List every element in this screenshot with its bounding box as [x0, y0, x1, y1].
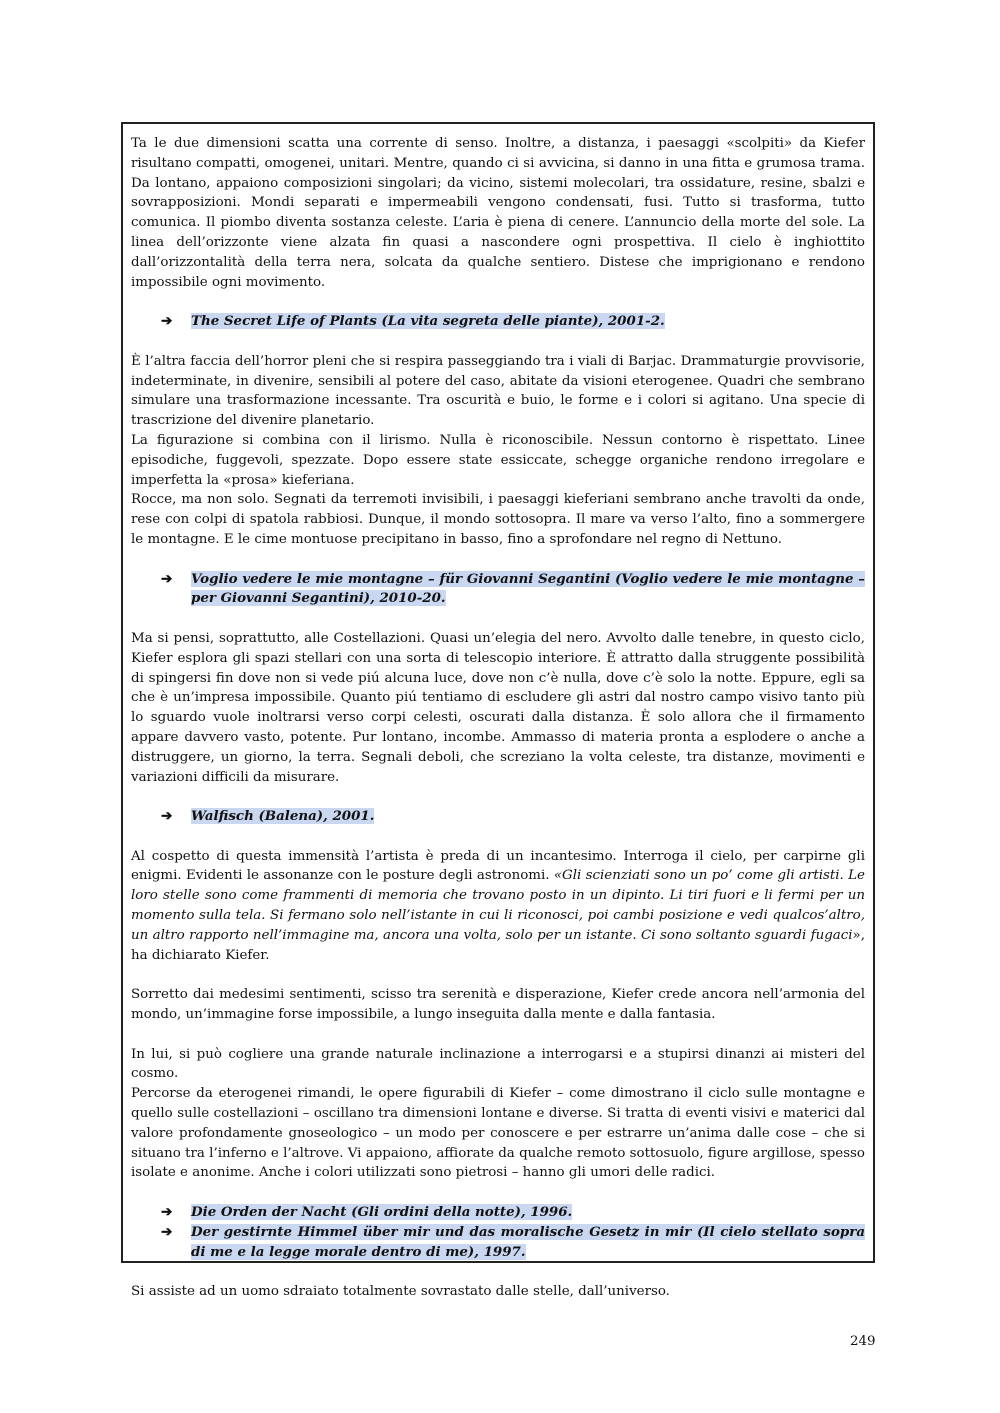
paragraph: Sorretto dai medesimi sentimenti, scisso tra serenità e disperazione, Kiefer crede ancora nell’armonia del mondo, un’immagine forse impossibile, a lungo inseguita dalla mente e dalla fantasia. [131, 987, 865, 1023]
artwork-title: Die Orden der Nacht (Gli ordini della notte), 1996. [191, 1204, 573, 1221]
arrow-icon: ➔ [161, 808, 173, 825]
paragraph: Ma si pensi, soprattutto, alle Costellazioni. Quasi un’elegia del nero. Avvolto dalle tenebre, in questo ciclo, Kiefer esplora gli spazi stellari con una sorta di telescopio interiore. È attratto dalla struggente possibilità di spingersi fin dove non si vede piú alcuna luce, dove non c’è nulla, dove c’è solo la notte. Eppure, egli sa che è un’impresa impossibile. Quanto piú tentiamo di escludere gli astri dal nostro campo visivo tanto più lo sguardo vuole inoltrarsi verso corpi celesti, oscurati dalla distanza. È solo allora che il firmamento appare davvero vasto, potente. Pur lontano, incombe. Ammasso di materia pronta a esplodere o anche a distruggere, un giorno, la terra. Segnali deboli, che screziano la volta celeste, tra distanze, movimenti e variazioni difficili da misurare. [131, 630, 865, 785]
artwork-title: Der gestirnte Himmel über mir und das moralische Gesetz in mir (Il cielo stellato sopra di me e la legge morale dentro di me), 1997. [191, 1223, 865, 1260]
paragraph-text: Al cospetto di questa immensità l’artista è preda di un incantesimo. Interroga il cielo, per carpirne gli enigmi. Evidenti le assonanze con le posture degli astronomi. [131, 848, 865, 884]
artwork-item [131, 1203, 865, 1223]
paragraph: È l’altra faccia dell’horror pleni che si respira passeggiando tra i viali di Barjac. Drammaturgie provvisorie, indeterminate, in divenire, sensibili al potere del caso, abitate da visioni eterogenee. Quadri che sembrano simulare una trasformazione incessante. Tra oscurità e buio, le forme e i colori si agitano. Una specie di trascrizione del divenire planetario. [131, 353, 865, 429]
kiefer-quote: «Gli scienziati sono un po’ come gli artisti. Le loro stelle sono come frammenti di memoria che trovano posto in un dipinto. Li tiri fuori e li fermi per un momento sulla tela. Si fermano solo nell’istante in cui li riconosci, poi cambi posizione e vedi qualcos’altro, un altro rapporto nell’immagine ma, ancora una volta, solo per un istante. Ci sono soltanto sguardi fugaci [131, 868, 865, 943]
paragraph: Si assiste ad un uomo sdraiato totalmente sovrastato dalle stelle, dall’universo. [131, 1284, 670, 1300]
paragraph: Ta le due dimensioni scatta una corrente di senso. Inoltre, a distanza, i paesaggi «scolpiti» da Kiefer risultano compatti, omogenei, unitari. Mentre, quando ci si avvicina, si danno in una fitta e grumosa trama. Da lontano, appaiono composizioni singolari; da vicino, sistemi molecolari, tra ossidature, resine, sbalzi e sovrapposizioni. Mondi separati e impermeabili vengono condensati, fusi. Tutto si trasforma, tutto comunica. Il piombo diventa sostanza celeste. L’aria è piena di cenere. L’annuncio della morte del sole. La linea dell’orizzonte viene alzata fin quasi a nascondere ogni prospettiva. Il cielo è inghiottito dall’orizzontalità della terra nera, solcata da qualche sentiero. Distese che imprigionano e rendono impossibile ogni movimento. [131, 136, 865, 290]
arrow-icon: ➔ [161, 570, 173, 587]
artwork-title: Voglio vedere le mie montagne – für Giovanni Segantini (Voglio vedere le mie montagne – per Giovanni Segantini), 2010-20. [191, 570, 865, 607]
paragraph: La figurazione si combina con il lirismo. Nulla è riconoscibile. Nessun contorno è rispettato. Linee episodiche, fuggevoli, spezzate. Dopo essere state essiccate, schegge organiche rendono irregolare e imperfetta la «prosa» kieferiana. [131, 432, 865, 488]
artwork-item [131, 807, 865, 827]
paragraph-text: », ha dichiarato Kiefer. [131, 927, 865, 963]
arrow-icon: ➔ [161, 313, 173, 330]
paragraph [131, 847, 865, 966]
arrow-icon: ➔ [161, 1204, 173, 1221]
artwork-title: Walfisch (Balena), 2001. [191, 808, 375, 825]
artwork-title: The Secret Life of Plants (La vita segreta delle piante), 2001-2. [191, 313, 665, 330]
text-box [121, 122, 875, 1300]
page-number: 249 [850, 1334, 876, 1349]
paragraph: In lui, si può cogliere una grande naturale inclinazione a interrogarsi e a stupirsi dinanzi ai misteri del cosmo. [131, 1046, 865, 1082]
artwork-item [131, 312, 865, 332]
artwork-item [131, 570, 865, 610]
artwork-item [131, 1223, 865, 1263]
paragraph: Percorse da eterogenei rimandi, le opere figurabili di Kiefer – come dimostrano il ciclo sulle montagne e quello sulle costellazioni – oscillano tra dimensioni lontane e diverse. Si tratta di eventi visivi e materici dal valore profondamente gnoseologico – un modo per conoscere e per estrarre un’anima dalle cose – che si situano tra l’inferno e l’altrove. Vi appaiono, affiorate da qualche remoto sottosuolo, figure argillose, spesso isolate e anonime. Anche i colori utilizzati sono pietrosi – hanno gli umori delle radici. [131, 1086, 865, 1181]
arrow-icon: ➔ [161, 1223, 173, 1240]
paragraph: Rocce, ma non solo. Segnati da terremoti invisibili, i paesaggi kieferiani sembrano anche travolti da onde, rese con colpi di spatola rabbiosi. Dunque, il mondo sottosopra. Il mare va verso l’alto, fino a sommergere le montagne. E le cime montuose precipitano in basso, fino a sprofondare nel regno di Nettuno. [131, 492, 865, 547]
